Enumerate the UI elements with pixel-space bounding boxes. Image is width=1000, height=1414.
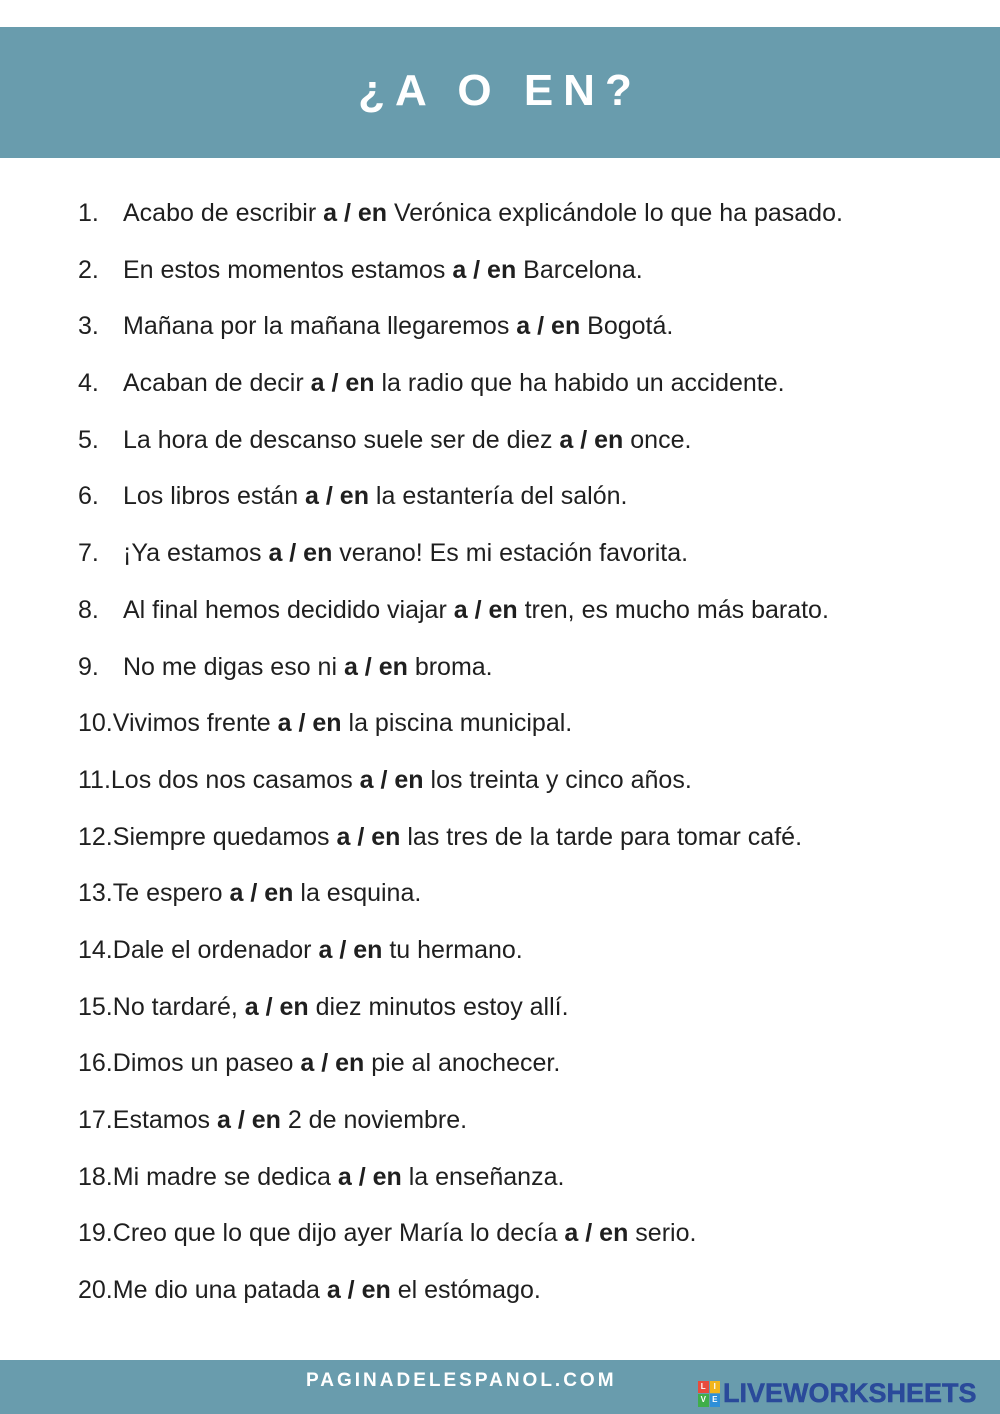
site-url[interactable]: PAGINADELESPANOL.COM bbox=[306, 1370, 617, 1391]
liveworksheets-logo[interactable] bbox=[698, 1378, 977, 1409]
exercise-sentence bbox=[113, 1267, 541, 1324]
sentence-after: Verónica explicándole lo que ha pasado. bbox=[387, 199, 843, 227]
exercise-sentence bbox=[123, 473, 627, 530]
answer-choice[interactable]: a / en bbox=[216, 1106, 281, 1134]
answer-choice[interactable]: a / en bbox=[229, 879, 294, 908]
sentence-before: Mañana por la mañana llegaremos bbox=[123, 312, 517, 341]
exercise-sentence bbox=[123, 247, 643, 304]
sentence-before: Vivimos frente bbox=[112, 709, 278, 738]
answer-choice[interactable]: a / en bbox=[305, 482, 369, 511]
sentence-before: Dimos un paseo bbox=[112, 1049, 301, 1078]
sentence-before: Te espero bbox=[112, 879, 230, 908]
sentence-before: Los libros están bbox=[123, 482, 306, 511]
sentence-before: En estos momentos estamos bbox=[123, 255, 453, 284]
sentence-before: ¡Ya estamos bbox=[123, 539, 269, 568]
sentence-before: Al final hemos decidido viajar bbox=[123, 595, 454, 624]
answer-choice[interactable]: a / en bbox=[323, 199, 388, 227]
exercise-number: 1. bbox=[78, 199, 99, 227]
exercise-number: 20. bbox=[78, 1276, 113, 1305]
exercise-item bbox=[78, 360, 958, 417]
exercise-number: 10. bbox=[78, 709, 113, 738]
sentence-after: la radio que ha habido un accidente. bbox=[374, 369, 785, 398]
exercise-number: 9. bbox=[78, 652, 99, 681]
answer-choice[interactable]: a / en bbox=[559, 425, 624, 454]
exercise-sentence bbox=[111, 757, 692, 814]
exercise-item bbox=[78, 247, 958, 304]
exercise-sentence bbox=[113, 814, 802, 871]
sentence-before: Me dio una patada bbox=[112, 1276, 327, 1305]
exercise-item bbox=[78, 1097, 958, 1154]
answer-choice[interactable]: a / en bbox=[268, 539, 333, 568]
exercise-number: 11. bbox=[78, 765, 111, 794]
sentence-after: la piscina municipal. bbox=[341, 709, 573, 738]
exercise-item bbox=[78, 190, 958, 247]
answer-choice[interactable]: a / en bbox=[359, 765, 424, 794]
sentence-before: Acabo de escribir bbox=[123, 199, 324, 227]
sentence-before: Creo que lo que dijo ayer María lo decía bbox=[112, 1219, 565, 1248]
sentence-after: el estómago. bbox=[390, 1276, 541, 1305]
sentence-after: pie al anochecer. bbox=[364, 1049, 561, 1078]
answer-choice[interactable]: a / en bbox=[516, 312, 581, 341]
exercise-number: 15. bbox=[78, 992, 113, 1021]
sentence-after: Barcelona. bbox=[516, 255, 643, 284]
sentence-after: Bogotá. bbox=[580, 312, 674, 341]
exercise-number: 4. bbox=[78, 369, 99, 398]
exercise-number: 13. bbox=[78, 879, 113, 908]
sentence-before: La hora de descanso suele ser de diez bbox=[123, 425, 560, 454]
exercise-sentence bbox=[123, 303, 673, 360]
sentence-after: los treinta y cinco años. bbox=[423, 765, 692, 794]
logo-letter-i: I bbox=[710, 1381, 721, 1394]
exercise-item bbox=[78, 870, 958, 927]
exercise-sentence bbox=[113, 1154, 565, 1211]
sentence-after: broma. bbox=[407, 652, 493, 681]
exercise-item bbox=[78, 530, 958, 587]
answer-choice[interactable]: a / en bbox=[564, 1219, 629, 1248]
sentence-before: Acaban de decir bbox=[123, 369, 311, 398]
exercise-item bbox=[78, 984, 958, 1041]
exercise-item bbox=[78, 757, 958, 814]
answer-choice[interactable]: a / en bbox=[343, 652, 408, 681]
exercise-number: 7. bbox=[78, 539, 99, 568]
sentence-after: las tres de la tarde para tomar café. bbox=[400, 822, 803, 851]
exercise-sentence bbox=[123, 644, 493, 701]
exercise-number: 5. bbox=[78, 425, 99, 454]
exercise-sentence bbox=[113, 984, 569, 1041]
sentence-before: No tardaré, bbox=[112, 992, 245, 1021]
logo-letter-v: V bbox=[698, 1394, 709, 1407]
exercise-sentence bbox=[113, 1040, 561, 1097]
exercise-sentence bbox=[123, 190, 843, 247]
sentence-after: verano! Es mi estación favorita. bbox=[332, 539, 689, 568]
sentence-before: Siempre quedamos bbox=[112, 822, 337, 851]
exercise-sentence bbox=[113, 1097, 467, 1154]
sentence-after: serio. bbox=[628, 1219, 697, 1248]
sentence-before: Los dos nos casamos bbox=[110, 765, 360, 794]
logo-letter-l: L bbox=[698, 1381, 709, 1394]
sentence-after: la enseñanza. bbox=[401, 1162, 565, 1191]
answer-choice[interactable]: a / en bbox=[326, 1276, 391, 1305]
exercise-item bbox=[78, 587, 958, 644]
answer-choice[interactable]: a / en bbox=[336, 822, 401, 851]
exercise-item bbox=[78, 473, 958, 530]
title-banner bbox=[0, 27, 1000, 158]
exercise-item bbox=[78, 417, 958, 474]
exercise-item bbox=[78, 1210, 958, 1267]
sentence-before: Estamos bbox=[112, 1106, 217, 1134]
exercise-sentence bbox=[113, 1210, 697, 1267]
exercise-item bbox=[78, 1154, 958, 1211]
exercise-sentence bbox=[123, 587, 829, 644]
exercise-number: 8. bbox=[78, 595, 99, 624]
exercise-item bbox=[78, 814, 958, 871]
sentence-after: once. bbox=[623, 425, 692, 454]
sentence-after: tren, es mucho más barato. bbox=[517, 595, 829, 624]
exercise-number: 3. bbox=[78, 312, 99, 341]
answer-choice[interactable]: a / en bbox=[337, 1162, 402, 1191]
sentence-after: 2 de noviembre. bbox=[280, 1106, 468, 1134]
exercise-number: 6. bbox=[78, 482, 99, 511]
sentence-after: la estantería del salón. bbox=[368, 482, 628, 511]
exercise-list bbox=[78, 190, 958, 1324]
exercise-item bbox=[78, 303, 958, 360]
exercise-number: 2. bbox=[78, 255, 99, 284]
answer-choice[interactable]: a / en bbox=[300, 1049, 365, 1078]
exercise-item bbox=[78, 1040, 958, 1097]
exercise-item bbox=[78, 644, 958, 701]
footer-bar bbox=[0, 1360, 1000, 1414]
liveworksheets-icon bbox=[698, 1381, 720, 1407]
exercise-number: 16. bbox=[78, 1049, 113, 1078]
sentence-after: diez minutos estoy allí. bbox=[308, 992, 569, 1021]
liveworksheets-wordmark: LIVEWORKSHEETS bbox=[723, 1378, 977, 1408]
answer-choice[interactable]: a / en bbox=[453, 595, 518, 624]
answer-choice[interactable]: a / en bbox=[277, 709, 342, 738]
exercise-sentence bbox=[123, 417, 691, 474]
exercise-sentence bbox=[123, 360, 785, 417]
exercise-number: 14. bbox=[78, 935, 113, 964]
page-title: ¿A O EN? bbox=[358, 65, 642, 115]
sentence-before: Mi madre se dedica bbox=[112, 1162, 338, 1191]
exercise-sentence bbox=[113, 927, 523, 984]
sentence-before: No me digas eso ni bbox=[123, 652, 344, 681]
exercise-number: 17. bbox=[78, 1106, 113, 1134]
exercise-sentence bbox=[113, 700, 572, 757]
sentence-after: tu hermano. bbox=[382, 935, 523, 964]
exercise-item bbox=[78, 700, 958, 757]
exercise-item bbox=[78, 1267, 958, 1324]
exercise-sentence bbox=[123, 530, 688, 587]
sentence-before: Dale el ordenador bbox=[112, 935, 319, 964]
exercise-number: 12. bbox=[78, 822, 113, 851]
exercise-number: 19. bbox=[78, 1219, 113, 1248]
logo-letter-e: E bbox=[710, 1394, 721, 1407]
answer-choice[interactable]: a / en bbox=[244, 992, 309, 1021]
answer-choice[interactable]: a / en bbox=[318, 935, 383, 964]
answer-choice[interactable]: a / en bbox=[310, 369, 375, 398]
exercise-sentence bbox=[113, 870, 422, 927]
exercise-item bbox=[78, 927, 958, 984]
answer-choice[interactable]: a / en bbox=[452, 255, 517, 284]
sentence-after: la esquina. bbox=[293, 879, 422, 908]
exercise-number: 18. bbox=[78, 1162, 113, 1191]
